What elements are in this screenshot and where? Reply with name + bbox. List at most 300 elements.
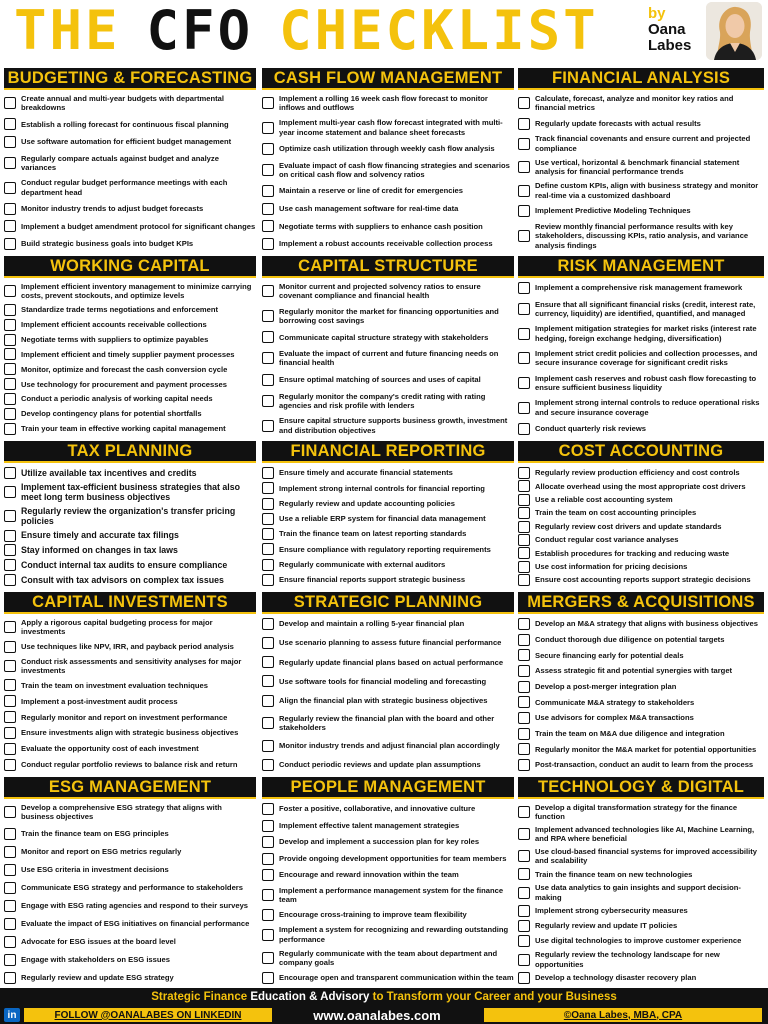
checklist-item <box>4 319 256 331</box>
checkbox-icon[interactable] <box>262 618 274 630</box>
checklist-item <box>4 936 256 948</box>
checkbox-icon[interactable] <box>4 828 16 840</box>
checklist-item <box>262 203 514 215</box>
checkbox-icon[interactable] <box>518 138 530 150</box>
checkbox-icon[interactable] <box>518 696 530 708</box>
checkbox-icon[interactable] <box>4 363 16 375</box>
checklist-item-label: Conduct regular cost variance analyses <box>535 535 679 545</box>
section-header <box>518 777 764 799</box>
checkbox-icon[interactable] <box>262 972 274 984</box>
checklist-item <box>262 820 514 832</box>
checkbox-icon[interactable] <box>262 513 274 525</box>
checkbox-icon[interactable] <box>518 561 530 573</box>
checkbox-icon[interactable] <box>4 378 16 390</box>
checklist-item <box>518 398 764 417</box>
checkbox-icon[interactable] <box>4 621 16 633</box>
checklist-item <box>262 143 514 155</box>
checklist-item <box>262 528 514 540</box>
checklist-items <box>262 618 514 771</box>
checkbox-icon[interactable] <box>518 352 530 364</box>
checklist-item-label: Regularly update forecasts with actual results <box>535 118 701 128</box>
section-technology-and-digital <box>518 777 764 986</box>
checkbox-icon[interactable] <box>4 136 16 148</box>
checkbox-icon[interactable] <box>262 869 274 881</box>
checklist-item-label: Regularly review and update ESG strategy <box>21 973 174 983</box>
checklist-item-label: Encourage open and transparent communication within the team <box>279 973 514 983</box>
checklist-item <box>4 559 256 571</box>
checkbox-icon[interactable] <box>518 972 530 984</box>
checkbox-icon[interactable] <box>518 303 530 315</box>
section-header <box>4 777 256 799</box>
checklist-items <box>518 803 764 984</box>
checkbox-icon[interactable] <box>518 507 530 519</box>
checklist-item <box>4 467 256 479</box>
checklist-item <box>4 972 256 984</box>
checkbox-icon[interactable] <box>4 743 16 755</box>
checkbox-icon[interactable] <box>262 467 274 479</box>
checklist-item <box>262 220 514 232</box>
checkbox-icon[interactable] <box>4 846 16 858</box>
checklist-item-label: Develop a technology disaster recovery plan <box>535 973 697 983</box>
checklist-item-label: Engage with ESG rating agencies and respond to their surveys <box>21 901 249 911</box>
checklist-item <box>4 118 256 130</box>
checklist-items <box>518 618 764 771</box>
checklist-item-label: Implement a system for recognizing and rewarding outstanding performance <box>279 925 509 944</box>
checklist-item <box>4 220 256 232</box>
checklist-item-label: Use data analytics to gain insights and support decision-making <box>535 883 741 902</box>
checkbox-icon[interactable] <box>262 482 274 494</box>
checklist-item-label: Implement efficient accounts receivable collections <box>21 319 207 329</box>
checklist-items <box>518 94 764 250</box>
checklist-item <box>4 882 256 894</box>
checklist-item-label: Ensure capital structure supports business growth, investment and distribution objectives <box>279 416 508 435</box>
checklist-item <box>4 238 256 250</box>
checkbox-icon[interactable] <box>518 868 530 880</box>
checkbox-icon[interactable] <box>4 220 16 232</box>
checklist-item-label: Implement strong internal controls for financial reporting <box>279 483 485 493</box>
checklist-item <box>4 408 256 420</box>
checklist-item <box>262 949 514 968</box>
checkbox-icon[interactable] <box>262 331 274 343</box>
section-title: FINANCIAL ANALYSIS <box>551 68 731 87</box>
checklist-item <box>4 482 256 503</box>
checklist-item <box>518 743 764 755</box>
tagline-part-d: Transform your Career and your Business <box>386 991 617 1003</box>
checkbox-icon[interactable] <box>262 656 274 668</box>
checklist-item <box>4 900 256 912</box>
checkbox-icon[interactable] <box>262 929 274 941</box>
checkbox-icon[interactable] <box>262 122 274 134</box>
checkbox-icon[interactable] <box>518 467 530 479</box>
checklist-item-label: Communicate ESG strategy and performance to stakeholders <box>21 883 243 893</box>
checkbox-icon[interactable] <box>4 348 16 360</box>
checklist-item <box>262 853 514 865</box>
checkbox-icon[interactable] <box>518 712 530 724</box>
checkbox-icon[interactable] <box>4 118 16 130</box>
checklist-item <box>262 498 514 510</box>
checkbox-icon[interactable] <box>4 486 16 498</box>
checklist-item <box>4 846 256 858</box>
checklist-item <box>4 918 256 930</box>
checklist-item-label: Evaluate the opportunity cost of each investment <box>21 744 199 754</box>
checklist-item-label: Implement a comprehensive risk management framework <box>535 283 743 293</box>
checkbox-icon[interactable] <box>518 185 530 197</box>
checkbox-icon[interactable] <box>4 157 16 169</box>
checkbox-icon[interactable] <box>518 665 530 677</box>
checkbox-icon[interactable] <box>262 420 274 432</box>
section-cash-flow-management <box>262 68 514 252</box>
checkbox-icon[interactable] <box>262 374 274 386</box>
checklist-item-label: Monitor and report on ESG metrics regularly <box>21 847 182 857</box>
checklist-item-label: Develop a digital transformation strategy for the finance function <box>535 803 738 822</box>
checkbox-icon[interactable] <box>4 530 16 542</box>
checklist-item-label: Train the team on cost accounting principles <box>535 508 697 518</box>
checklist-item-label: Conduct thorough due diligence on potential targets <box>535 634 725 644</box>
checkbox-icon[interactable] <box>4 203 16 215</box>
checklist-item-label: Monitor industry trends to adjust budget forecasts <box>21 203 204 213</box>
checkbox-icon[interactable] <box>518 681 530 693</box>
section-financial-analysis <box>518 68 764 252</box>
checkbox-icon[interactable] <box>518 97 530 109</box>
checkbox-icon[interactable] <box>518 743 530 755</box>
checklist-item <box>4 727 256 739</box>
checkbox-icon[interactable] <box>518 328 530 340</box>
checkbox-icon[interactable] <box>262 803 274 815</box>
checklist-item-label: Ensure that all significant financial risks (credit, interest rate, currency, liquidity) are identified, quantified, and managed <box>535 299 756 319</box>
checkbox-icon[interactable] <box>518 935 530 947</box>
checklist-item <box>262 238 514 250</box>
checklist-item <box>4 711 256 723</box>
checkbox-icon[interactable] <box>4 97 16 109</box>
checklist-item-label: Apply a rigorous capital budgeting process for major investments <box>21 618 213 637</box>
checkbox-icon[interactable] <box>518 534 530 546</box>
checklist-item <box>518 665 764 677</box>
checkbox-icon[interactable] <box>4 918 16 930</box>
checklist-item-label: Train the team on investment evaluation techniques <box>21 680 208 690</box>
checkbox-icon[interactable] <box>518 759 530 771</box>
checklist-item <box>518 423 764 435</box>
checklist-items <box>262 94 514 250</box>
checkbox-icon[interactable] <box>4 864 16 876</box>
checkbox-icon[interactable] <box>262 637 274 649</box>
checklist-item-label: Develop and implement a succession plan for key roles <box>279 837 480 847</box>
checkbox-icon[interactable] <box>4 900 16 912</box>
linkedin-icon[interactable]: in <box>4 1008 20 1022</box>
checkbox-icon[interactable] <box>4 711 16 723</box>
checklist-item-label: Use technology for procurement and payment processes <box>21 379 227 389</box>
checklist-item-label: Conduct internal tax audits to ensure compliance <box>21 559 228 570</box>
checkbox-icon[interactable] <box>4 660 16 672</box>
checklist-item <box>4 393 256 405</box>
checklist-item-label: Use cloud-based financial systems for improved accessibility and scalability <box>535 846 757 865</box>
checklist-item <box>518 803 764 822</box>
checklist-item-label: Use cash management software for real-time data <box>279 203 459 213</box>
checkbox-icon[interactable] <box>518 402 530 414</box>
checklist-item-label: Standardize trade terms negotiations and enforcement <box>21 305 219 315</box>
checklist-item-label: Ensure timely and accurate tax filings <box>21 530 179 541</box>
checkbox-icon[interactable] <box>262 220 274 232</box>
checkbox-icon[interactable] <box>4 936 16 948</box>
checkbox-icon[interactable] <box>262 185 274 197</box>
checklist-item <box>262 482 514 494</box>
checklist-item-label: Implement effective talent management strategies <box>279 820 460 830</box>
checklist-item <box>518 883 764 902</box>
checkbox-icon[interactable] <box>262 836 274 848</box>
checklist-item-label: Review monthly financial performance results with key stakeholders, discussing KPIs, ratio analysis, and variance analysis findings <box>535 221 749 250</box>
checklist-item <box>4 803 256 822</box>
checklist-item-label: Negotiate terms with suppliers to optimize payables <box>21 334 209 344</box>
checkbox-icon[interactable] <box>262 498 274 510</box>
checkbox-icon[interactable] <box>262 203 274 215</box>
checklist-item <box>262 185 514 197</box>
checklist-item <box>4 641 256 653</box>
checkbox-icon[interactable] <box>262 820 274 832</box>
checklist-item-label: Use techniques like NPV, IRR, and payback period analysis <box>21 642 234 652</box>
checkbox-icon[interactable] <box>4 467 16 479</box>
checkbox-icon[interactable] <box>262 528 274 540</box>
checklist-item <box>4 348 256 360</box>
checklist-items <box>4 803 256 984</box>
checklist-item-label: Communicate capital structure strategy with stakeholders <box>279 332 489 342</box>
checkbox-icon[interactable] <box>4 285 16 297</box>
checklist-item <box>262 618 514 630</box>
checkbox-icon[interactable] <box>262 695 274 707</box>
checkbox-icon[interactable] <box>4 695 16 707</box>
checkbox-icon[interactable] <box>262 310 274 322</box>
checkbox-icon[interactable] <box>262 285 274 297</box>
checkbox-icon[interactable] <box>262 717 274 729</box>
checklist-item <box>518 480 764 492</box>
section-budgeting-and-forecasting <box>4 68 256 252</box>
page-title <box>14 0 599 60</box>
section-tax-planning <box>4 441 256 588</box>
checklist-item <box>4 282 256 301</box>
checklist-item <box>518 649 764 661</box>
checkbox-icon[interactable] <box>518 574 530 586</box>
checklist-item <box>518 222 764 250</box>
checklist-item-label: Implement advanced technologies like AI, Machine Learning, and RPA where beneficial <box>535 824 755 844</box>
checklist-item-label: Advocate for ESG issues at the board level <box>21 937 176 947</box>
checkbox-icon[interactable] <box>518 806 530 818</box>
checkbox-icon[interactable] <box>4 559 16 571</box>
checkbox-icon[interactable] <box>518 480 530 492</box>
checklist-item <box>262 637 514 649</box>
author-photo-icon <box>706 2 762 60</box>
checklist-item <box>518 181 764 200</box>
section-esg-management <box>4 777 256 986</box>
checkbox-icon[interactable] <box>518 887 530 899</box>
checkbox-icon[interactable] <box>262 559 274 571</box>
checklist-item-label: Conduct regular budget performance meetings with each department head <box>21 178 228 197</box>
checkbox-icon[interactable] <box>518 230 530 242</box>
checkbox-icon[interactable] <box>518 547 530 559</box>
checkbox-icon[interactable] <box>518 118 530 130</box>
checklist-item-label: Develop a comprehensive ESG strategy that aligns with business objectives <box>21 803 222 822</box>
checklist-item-label: Implement strong cybersecurity measures <box>535 906 688 916</box>
checkbox-icon[interactable] <box>262 238 274 250</box>
checkbox-icon[interactable] <box>518 423 530 435</box>
checklist-item-label: Develop contingency plans for potential shortfalls <box>21 409 202 419</box>
checkbox-icon[interactable] <box>262 853 274 865</box>
checkbox-icon[interactable] <box>4 182 16 194</box>
checkbox-icon[interactable] <box>518 205 530 217</box>
checklist-item-label: Implement a robust accounts receivable collection process <box>279 239 493 249</box>
checklist-item-label: Use vertical, horizontal & benchmark financial statement analysis for financial performance trends <box>535 157 740 177</box>
checklist-item-label: Implement efficient and timely supplier payment processes <box>21 349 235 359</box>
checklist-item-label: Implement a rolling 16 week cash flow forecast to monitor inflows and outflows <box>279 94 488 113</box>
checkbox-icon[interactable] <box>262 143 274 155</box>
checklist-item <box>4 695 256 707</box>
checkbox-icon[interactable] <box>4 408 16 420</box>
checklist-items <box>518 467 764 586</box>
checkbox-icon[interactable] <box>4 954 16 966</box>
checklist-items <box>262 282 514 435</box>
checkbox-icon[interactable] <box>518 828 530 840</box>
section-header <box>262 592 514 614</box>
checkbox-icon[interactable] <box>4 972 16 984</box>
checklist-item-label: Use software tools for financial modeling and forecasting <box>279 676 487 686</box>
checklist-item-label: Implement a performance management system for the finance team <box>279 885 504 904</box>
section-header <box>4 441 256 463</box>
checklist-item <box>4 828 256 840</box>
checkbox-icon[interactable] <box>262 97 274 109</box>
checklist-item <box>518 300 764 319</box>
checkbox-icon[interactable] <box>4 574 16 586</box>
checklist-item <box>4 203 256 215</box>
checklist-item <box>4 679 256 691</box>
checklist-item-label: Implement strong internal controls to reduce operational risks and secure insurance coverage <box>535 398 760 417</box>
checkbox-icon[interactable] <box>518 521 530 533</box>
checklist-item-label: Conduct risk assessments and sensitivity analyses for major investments <box>21 656 242 676</box>
checklist-item-label: Implement a budget amendment protocol for significant changes <box>21 221 256 231</box>
checklist-item <box>518 847 764 866</box>
checkbox-icon[interactable] <box>518 649 530 661</box>
checkbox-icon[interactable] <box>518 850 530 862</box>
copyright-link[interactable]: ©Oana Labes, MBA, CPA <box>484 1008 762 1022</box>
checkbox-icon[interactable] <box>262 952 274 964</box>
checklist-item-label: Allocate overhead using the most appropriate cost drivers <box>535 481 746 491</box>
checkbox-icon[interactable] <box>4 319 16 331</box>
checkbox-icon[interactable] <box>4 806 16 818</box>
checkbox-icon[interactable] <box>262 675 274 687</box>
checklist-item <box>518 467 764 479</box>
checkbox-icon[interactable] <box>518 282 530 294</box>
linkedin-follow-link[interactable]: FOLLOW @OANALABES ON LINKEDIN <box>24 1008 272 1022</box>
checkbox-icon[interactable] <box>4 334 16 346</box>
byline-by: by <box>648 5 666 22</box>
checkbox-icon[interactable] <box>518 634 530 646</box>
checkbox-icon[interactable] <box>262 395 274 407</box>
checkbox-icon[interactable] <box>518 905 530 917</box>
checklist-items <box>4 467 256 586</box>
checkbox-icon[interactable] <box>518 954 530 966</box>
checklist-item-label: Regularly monitor the company's credit rating with rating agencies and risk profile with lenders <box>279 391 486 410</box>
section-title: ESG MANAGEMENT <box>48 777 212 796</box>
checkbox-icon[interactable] <box>4 882 16 894</box>
section-header <box>262 777 514 799</box>
checklist-item <box>518 374 764 393</box>
website-link[interactable]: www.oanalabes.com <box>313 1007 441 1023</box>
checklist-item <box>262 282 514 301</box>
section-header <box>518 68 764 90</box>
checklist-item-label: Ensure compliance with regulatory reporting requirements <box>279 544 491 554</box>
checkbox-icon[interactable] <box>518 728 530 740</box>
checklist-item-label: Engage with stakeholders on ESG issues <box>21 955 170 965</box>
checklist-item-label: Regularly monitor the M&A market for potential opportunities <box>535 744 757 754</box>
checkbox-icon[interactable] <box>262 740 274 752</box>
checklist-item <box>518 521 764 533</box>
checkbox-icon[interactable] <box>4 393 16 405</box>
checklist-item <box>518 507 764 519</box>
section-risk-management <box>518 256 764 437</box>
checklist-item <box>262 331 514 343</box>
checklist-item <box>518 94 764 113</box>
tagline-part-a: Strategic Finance <box>151 991 248 1003</box>
checklist-item-label: Define custom KPIs, align with business strategy and monitor real-time via a customized dashboard <box>535 181 759 200</box>
checklist-item-label: Encourage and reward innovation within the team <box>279 870 459 880</box>
checkbox-icon[interactable] <box>518 920 530 932</box>
checklist-item-label: Conduct periodic reviews and update plan assumptions <box>279 760 481 770</box>
checklist-item <box>518 950 764 969</box>
checklist-item <box>518 561 764 573</box>
checkbox-icon[interactable] <box>518 161 530 173</box>
checklist-item-label: Use advisors for complex M&A transactions <box>535 713 694 723</box>
checkbox-icon[interactable] <box>262 909 274 921</box>
checklist-item-label: Establish procedures for tracking and reducing waste <box>535 548 730 558</box>
checkbox-icon[interactable] <box>262 352 274 364</box>
section-working-capital <box>4 256 256 437</box>
section-people-management <box>262 777 514 986</box>
checkbox-icon[interactable] <box>4 641 16 653</box>
checkbox-icon[interactable] <box>262 574 274 586</box>
checkbox-icon[interactable] <box>262 164 274 176</box>
checkbox-icon[interactable] <box>518 377 530 389</box>
checklist-item-label: Use cost information for pricing decisions <box>535 561 688 571</box>
checklist-item <box>262 675 514 687</box>
checkbox-icon[interactable] <box>4 727 16 739</box>
checklist-item-label: Use software automation for efficient budget management <box>21 137 232 147</box>
checkbox-icon[interactable] <box>518 618 530 630</box>
checkbox-icon[interactable] <box>4 510 16 522</box>
author-first-name: Oana <box>648 21 686 38</box>
checkbox-icon[interactable] <box>4 544 16 556</box>
checkbox-icon[interactable] <box>4 759 16 771</box>
checklist-item <box>4 618 256 637</box>
checklist-item <box>4 136 256 148</box>
checkbox-icon[interactable] <box>4 304 16 316</box>
checkbox-icon[interactable] <box>4 238 16 250</box>
checkbox-icon[interactable] <box>262 889 274 901</box>
checklist-item <box>4 334 256 346</box>
section-title: TECHNOLOGY & DIGITAL <box>538 777 744 796</box>
checkbox-icon[interactable] <box>262 759 274 771</box>
title-checklist: CHECKLIST <box>279 0 599 62</box>
checklist-item <box>518 634 764 646</box>
checkbox-icon[interactable] <box>518 494 530 506</box>
checkbox-icon[interactable] <box>262 543 274 555</box>
checkbox-icon[interactable] <box>4 679 16 691</box>
checklist-item <box>262 416 514 435</box>
section-header <box>262 441 514 463</box>
section-title: FINANCIAL REPORTING <box>290 441 486 460</box>
checklist-items <box>4 618 256 771</box>
tagline-bar <box>0 988 768 1006</box>
checkbox-icon[interactable] <box>4 423 16 435</box>
checklist-item-label: Conduct a periodic analysis of working capital needs <box>21 394 213 404</box>
section-header <box>262 68 514 90</box>
checklist-item-label: Secure financing early for potential deals <box>535 650 684 660</box>
title-the: THE <box>14 0 121 62</box>
